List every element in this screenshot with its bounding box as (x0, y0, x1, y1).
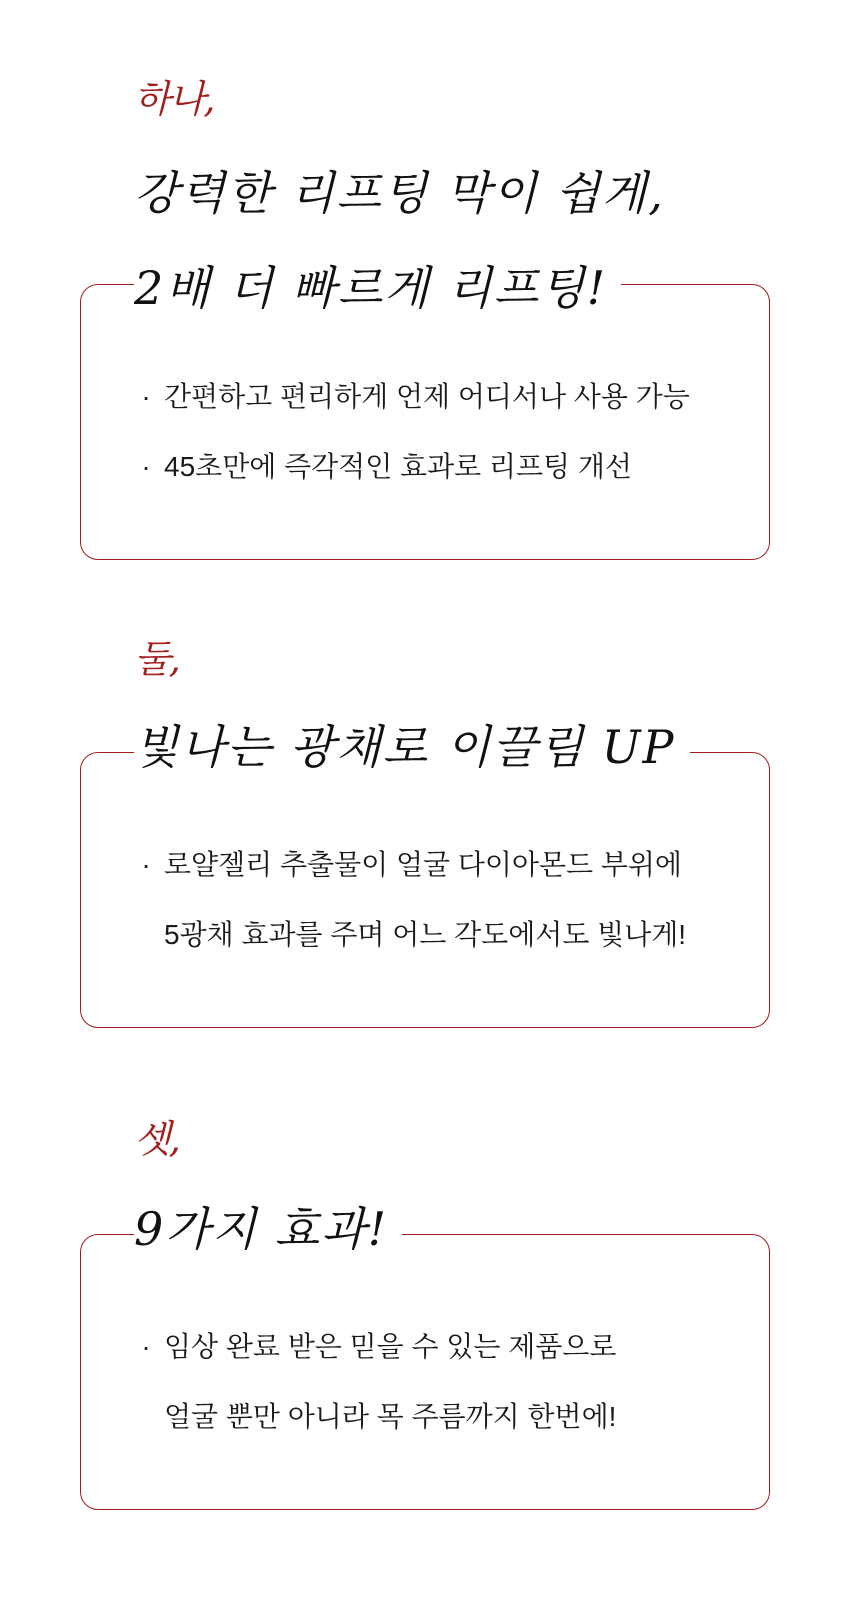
section-headline-line2: 2배 더 빠르게 리프팅! (134, 265, 621, 311)
bullet-text: 45초만에 즉각적인 효과로 리프팅 개선 (164, 451, 632, 482)
section-ordinal: 둘, (134, 637, 179, 681)
bullet-text-line1: 임상 완료 받은 믿을 수 있는 제품으로 (164, 1331, 617, 1362)
bullet-text-line1: 로얄젤리 추출물이 얼굴 다이아몬드 부위에 (164, 849, 682, 880)
section-headline: 빛나는 광채로 이끌림 UP (134, 724, 690, 770)
bullet-item (140, 432, 690, 502)
bullet-dot: · (141, 451, 151, 482)
bullet-item (140, 362, 690, 432)
bullet-dot: · (141, 381, 151, 412)
bullet-list (140, 1312, 616, 1452)
section-headline: 9가지 효과! (134, 1206, 402, 1252)
bullet-item (140, 1312, 616, 1452)
bullet-list (140, 830, 686, 970)
bullet-text: 간편하고 편리하게 언제 어디서나 사용 가능 (164, 381, 690, 412)
bullet-text-line2: 5광채 효과를 주며 어느 각도에서도 빛나게! (164, 919, 687, 950)
bullet-list (140, 362, 690, 502)
bullet-item (140, 830, 686, 970)
section-ordinal: 셋, (134, 1117, 179, 1161)
section-ordinal: 하나, (134, 77, 214, 121)
bullet-dot: · (141, 1331, 151, 1362)
bullet-text-line2: 얼굴 뿐만 아니라 목 주름까지 한번에! (164, 1401, 617, 1432)
bullet-dot: · (141, 849, 151, 880)
section-headline-line1: 강력한 리프팅 막이 쉽게, (134, 170, 679, 216)
